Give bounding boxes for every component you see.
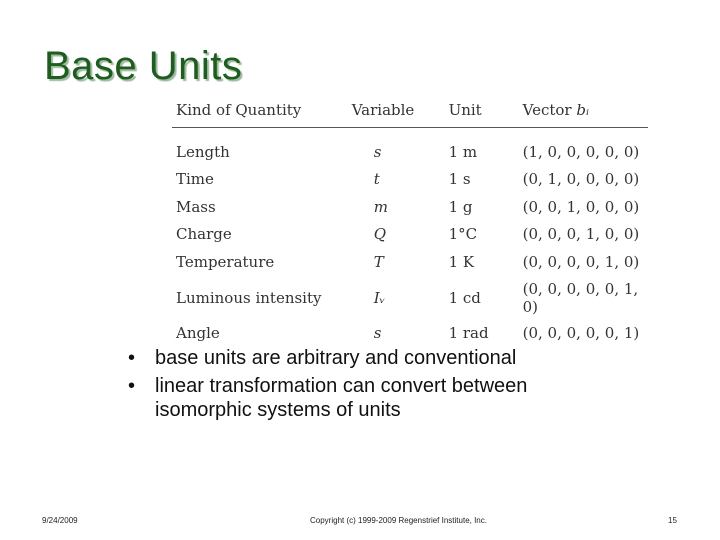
header-kind: Kind of Quantity (172, 96, 348, 128)
cell-variable: s (373, 324, 382, 343)
cell-vector: (0, 0, 0, 1, 0, 0) (522, 225, 640, 244)
cell-kind: Mass (176, 197, 216, 216)
cell-variable: Q (373, 225, 387, 244)
bullet-item (128, 374, 628, 422)
cell-kind: Length (176, 142, 230, 161)
header-vector-label: Vector (522, 101, 572, 119)
cell-unit: 1 g (448, 197, 473, 216)
cell-unit: 1 rad (448, 324, 489, 343)
slide-title: Base Units (44, 44, 243, 88)
cell-vector: (0, 0, 0, 0, 0, 1) (522, 324, 640, 343)
cell-kind: Luminous intensity (176, 288, 322, 307)
cell-variable: s (373, 142, 382, 161)
header-unit: Unit (445, 96, 519, 128)
cell-vector: (1, 0, 0, 0, 0, 0) (522, 142, 640, 161)
table-row (172, 166, 648, 194)
table-row (172, 221, 648, 249)
cell-variable: T (373, 252, 384, 271)
cell-unit: 1 m (448, 142, 478, 161)
bullet-marker: • (128, 375, 136, 397)
cell-vector: (0, 0, 1, 0, 0, 0) (522, 197, 640, 216)
table-row (172, 276, 648, 320)
cell-unit: 1 s (448, 170, 471, 189)
cell-variable: m (373, 197, 388, 216)
table-header-row (172, 96, 648, 128)
header-variable: Variable (348, 96, 445, 128)
cell-variable: Iᵥ (373, 288, 386, 307)
cell-unit: 1°C (448, 225, 478, 244)
cell-kind: Time (176, 170, 214, 189)
base-units-table (172, 96, 648, 347)
table-row (172, 128, 648, 166)
bullet-text: base units are arbitrary and conventional (155, 347, 517, 369)
bullet-item (128, 346, 628, 370)
bullet-text: linear transformation can convert between isomorphic systems of units (155, 375, 528, 421)
cell-unit: 1 cd (448, 288, 481, 307)
cell-vector: (0, 0, 0, 0, 1, 0) (522, 252, 640, 271)
footer-date: 9/24/2009 (42, 516, 78, 525)
cell-unit: 1 K (448, 252, 475, 271)
cell-kind: Charge (176, 225, 232, 244)
cell-kind: Temperature (176, 252, 275, 271)
header-vector (519, 96, 648, 128)
footer-page-number: 15 (668, 516, 677, 525)
table-row (172, 193, 648, 221)
bullet-list (128, 346, 628, 426)
cell-vector: (0, 1, 0, 0, 0, 0) (522, 170, 640, 189)
cell-variable: t (373, 170, 380, 189)
header-vector-symbol: bᵢ (576, 101, 589, 119)
table-row (172, 248, 648, 276)
cell-vector: (0, 0, 0, 0, 0, 1, 0) (522, 279, 639, 316)
base-units-table-image (172, 96, 648, 343)
bullet-marker: • (128, 347, 136, 369)
cell-kind: Angle (176, 324, 220, 343)
table-row (172, 320, 648, 348)
footer-copyright: Copyright (c) 1999-2009 Regenstrief Institute, Inc. (310, 516, 487, 525)
